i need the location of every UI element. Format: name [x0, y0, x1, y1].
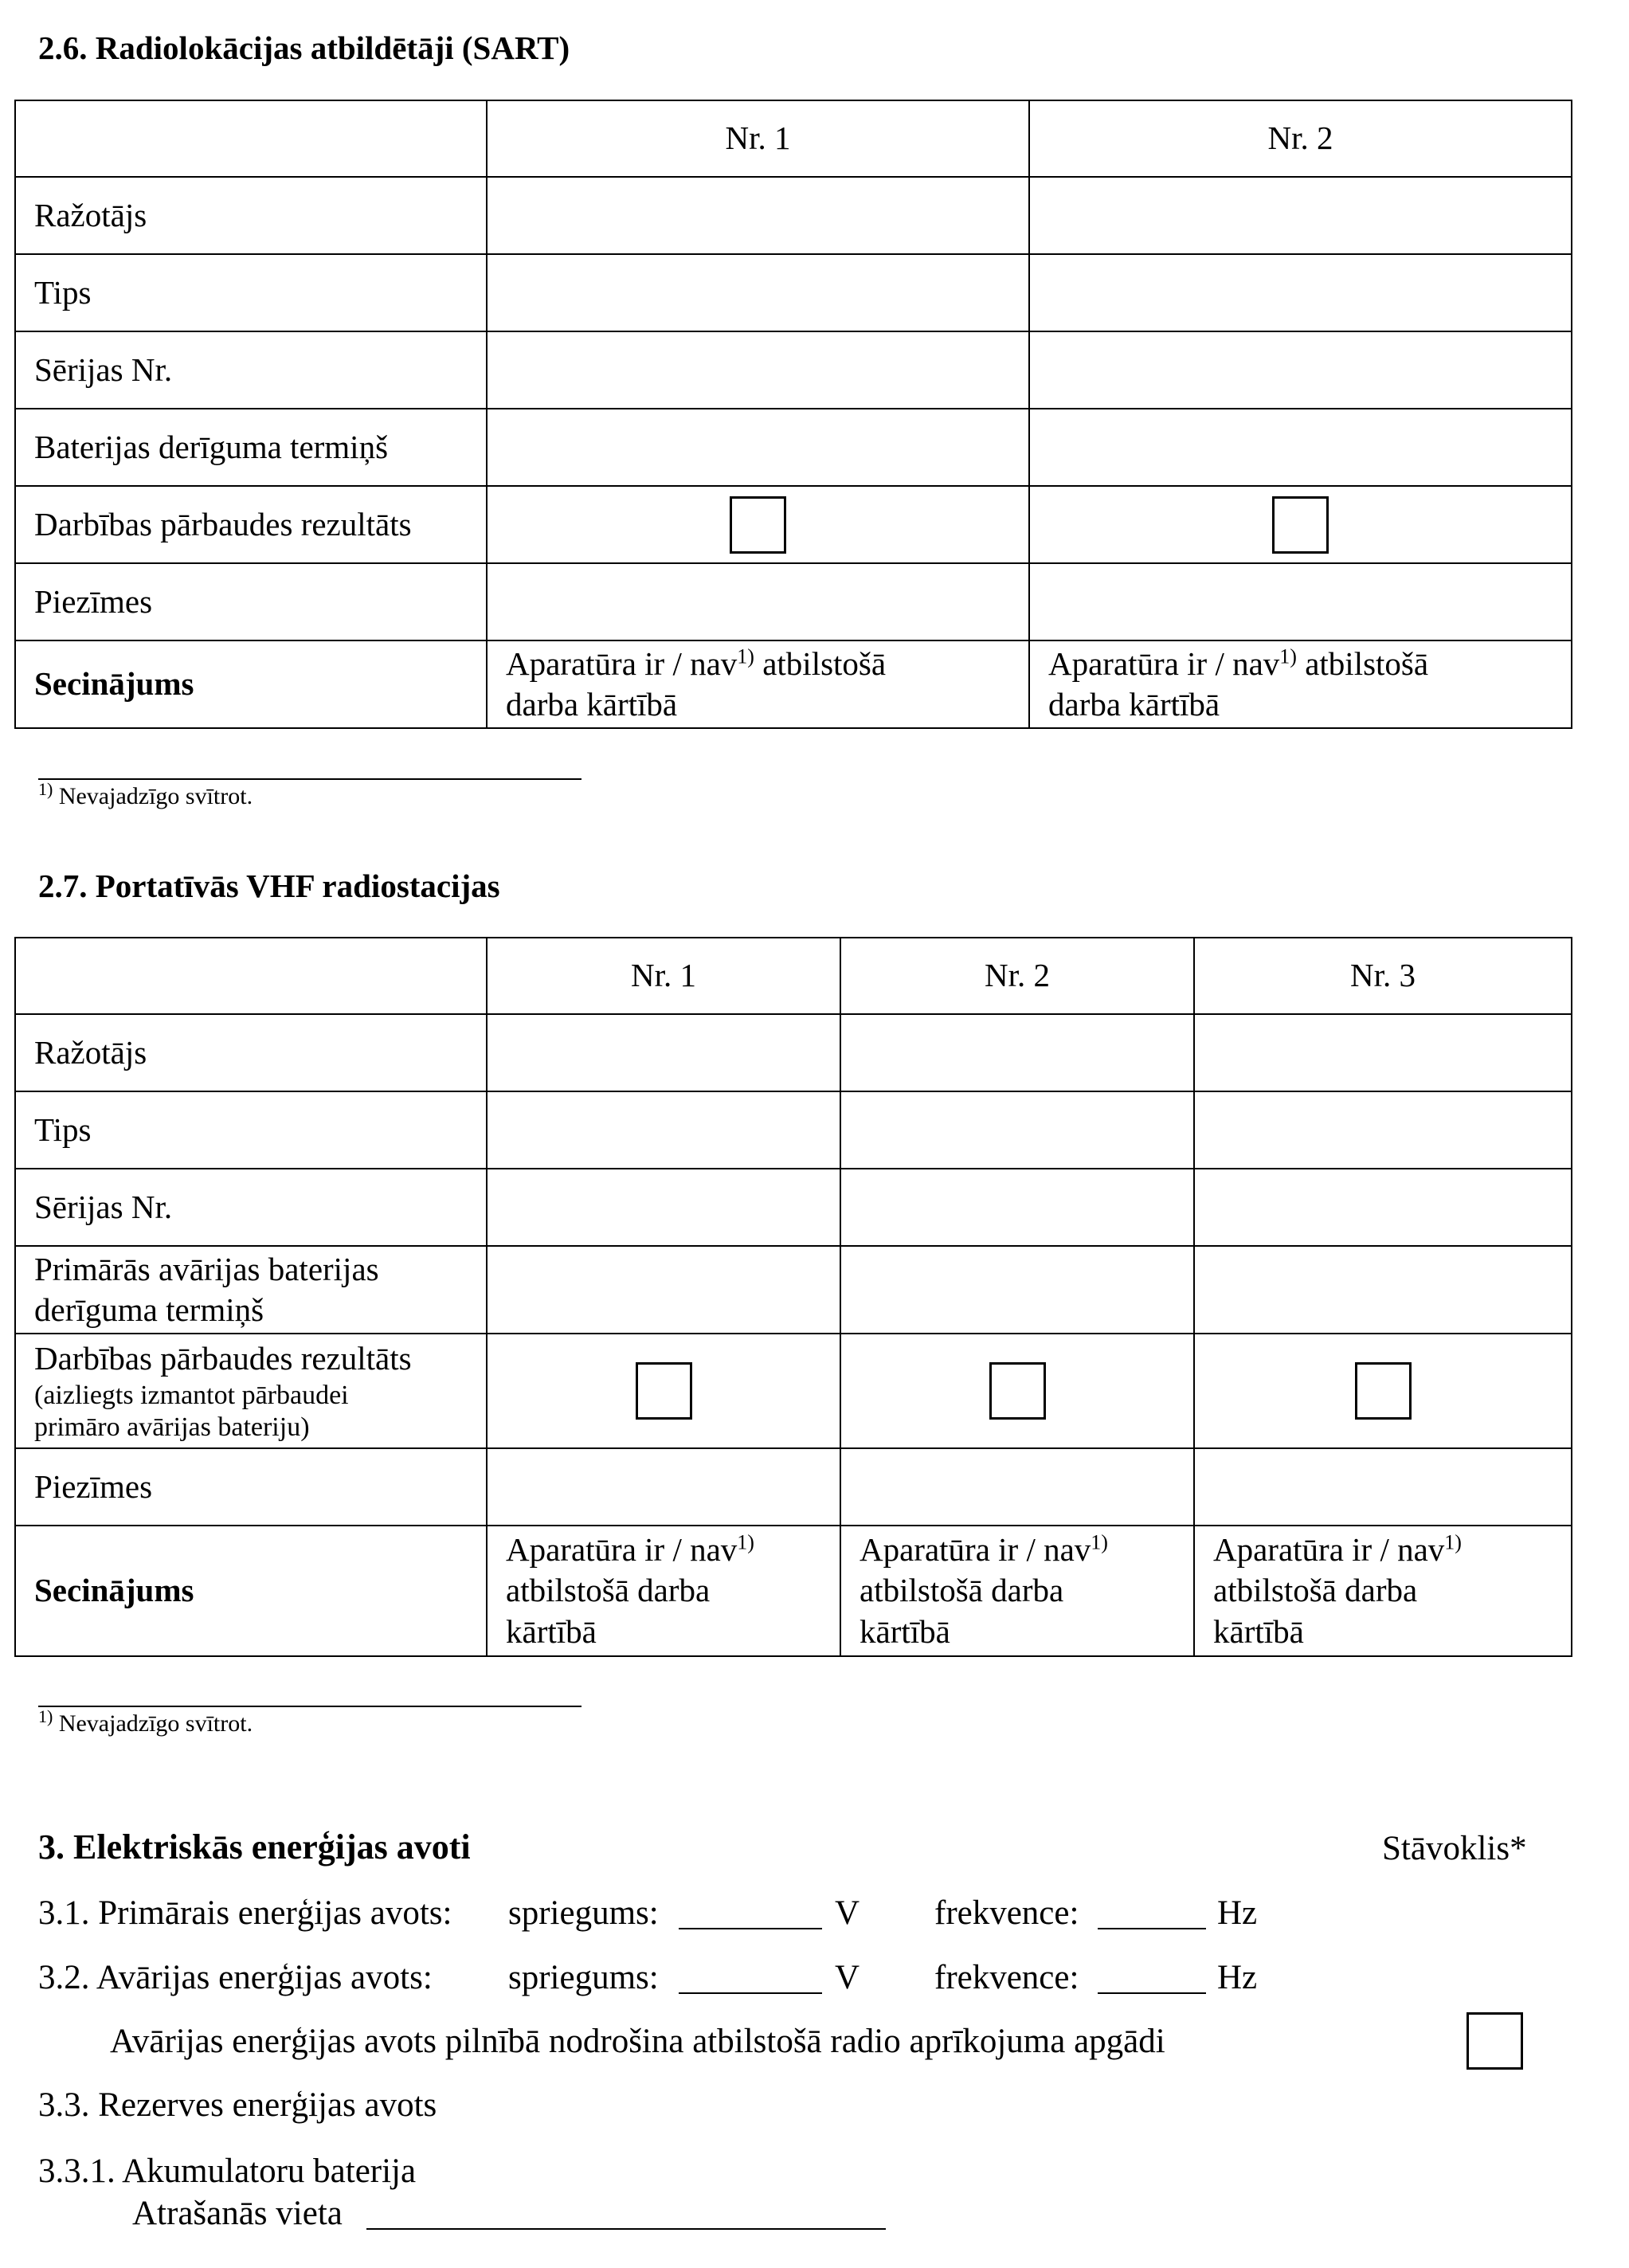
input-cell[interactable]: [487, 177, 1029, 254]
conclusion-text: kārtībā: [506, 1612, 597, 1650]
emergency-voltage-label: spriegums:: [508, 1959, 659, 1996]
row-label-type: Tips: [15, 254, 487, 331]
conclusion-text: atbilstošā: [754, 644, 887, 682]
emergency-frequency-field[interactable]: [1098, 1964, 1206, 1994]
footnote: [38, 1706, 253, 1737]
emergency-supply-checkbox[interactable]: [1466, 2012, 1523, 2070]
state-header: Stāvoklis*: [1382, 1830, 1527, 1867]
footnote: [38, 779, 253, 809]
footnote-divider: [38, 1706, 582, 1707]
conclusion-cell: [487, 640, 1029, 728]
footnote-mark: 1): [737, 644, 754, 668]
input-cell[interactable]: [1029, 563, 1572, 640]
location-label: Atrašanās vieta: [132, 2195, 343, 2232]
footnote-mark: 1): [38, 1706, 53, 1726]
row-label-test-result: Darbības pārbaudes rezultāts: [15, 486, 487, 563]
emergency-voltage-field[interactable]: [679, 1964, 822, 1994]
column-header: Nr. 2: [1029, 100, 1572, 177]
conclusion-cell: [487, 1526, 840, 1656]
input-cell[interactable]: [1194, 1091, 1572, 1169]
row-label-conclusion: Secinājums: [15, 1526, 487, 1656]
footnote-mark: 1): [1091, 1530, 1108, 1554]
emergency-supply-note: Avārijas enerģijas avots pilnībā nodrošina atbilstošā radio aprīkojuma apgādi: [110, 2023, 1165, 2060]
input-cell[interactable]: [1194, 1169, 1572, 1246]
conclusion-text: atbilstošā darba: [860, 1572, 1064, 1609]
footnote-text: Nevajadzīgo svītrot.: [53, 1710, 253, 1737]
conclusion-text: atbilstošā: [1296, 644, 1429, 682]
column-header: Nr. 1: [487, 938, 840, 1014]
test-result-checkbox[interactable]: [730, 496, 786, 554]
conclusion-text: Aparatūra ir / nav: [1213, 1531, 1445, 1569]
conclusion-text: darba kārtībā: [1048, 686, 1220, 723]
row-label-conclusion: Secinājums: [15, 640, 487, 728]
test-result-checkbox[interactable]: [1355, 1362, 1412, 1420]
input-cell[interactable]: [487, 1014, 840, 1091]
conclusion-text: atbilstošā darba: [506, 1572, 711, 1609]
row-label-notes: Piezīmes: [15, 1448, 487, 1526]
primary-frequency-label: frekvence:: [934, 1894, 1079, 1932]
row-label-manufacturer: Ražotājs: [15, 1014, 487, 1091]
conclusion-text: Aparatūra ir / nav: [506, 1531, 738, 1569]
row-label-line: Primārās avārijas baterijas: [34, 1250, 379, 1287]
empty-header-cell: [15, 938, 487, 1014]
emergency-frequency-unit: Hz: [1217, 1959, 1258, 1996]
footnote-mark: 1): [1279, 644, 1297, 668]
empty-header-cell: [15, 100, 487, 177]
input-cell[interactable]: [1029, 177, 1572, 254]
conclusion-text: kārtībā: [1213, 1612, 1304, 1650]
footnote-mark: 1): [38, 779, 53, 799]
checkbox-cell: [1194, 1334, 1572, 1448]
section-3-title: 3. Elektriskās enerģijas avoti: [38, 1827, 471, 1866]
checkbox-cell: [487, 486, 1029, 563]
input-cell[interactable]: [1194, 1014, 1572, 1091]
input-cell[interactable]: [487, 254, 1029, 331]
conclusion-text: kārtībā: [860, 1612, 950, 1650]
primary-voltage-unit: V: [835, 1894, 860, 1932]
input-cell[interactable]: [1194, 1246, 1572, 1334]
footnote-text: Nevajadzīgo svītrot.: [53, 783, 253, 809]
input-cell[interactable]: [1194, 1448, 1572, 1526]
test-result-checkbox[interactable]: [989, 1362, 1046, 1420]
test-result-checkbox[interactable]: [636, 1362, 692, 1420]
input-cell[interactable]: [840, 1448, 1194, 1526]
input-cell[interactable]: [1029, 254, 1572, 331]
test-result-checkbox[interactable]: [1272, 496, 1329, 554]
input-cell[interactable]: [487, 1448, 840, 1526]
conclusion-text: Aparatūra ir / nav: [860, 1531, 1091, 1569]
row-label-line: Darbības pārbaudes rezultāts: [34, 1340, 412, 1377]
row-label-serial: Sērijas Nr.: [15, 1169, 487, 1246]
emergency-frequency-label: frekvence:: [934, 1959, 1079, 1996]
column-header: Nr. 2: [840, 938, 1194, 1014]
input-cell[interactable]: [487, 409, 1029, 486]
emergency-voltage-unit: V: [835, 1959, 860, 1996]
conclusion-text: darba kārtībā: [506, 686, 678, 723]
conclusion-text: Aparatūra ir / nav: [1048, 644, 1280, 682]
primary-voltage-label: spriegums:: [508, 1894, 659, 1932]
conclusion-cell: [840, 1526, 1194, 1656]
input-cell[interactable]: [487, 563, 1029, 640]
input-cell[interactable]: [840, 1014, 1194, 1091]
input-cell[interactable]: [487, 1091, 840, 1169]
checkbox-cell: [840, 1334, 1194, 1448]
section-2-7-title: 2.7. Portatīvās VHF radiostacijas: [38, 868, 500, 904]
input-cell[interactable]: [487, 1246, 840, 1334]
row-label-note: (aizliegts izmantot pārbaudei: [34, 1380, 349, 1410]
input-cell[interactable]: [840, 1169, 1194, 1246]
conclusion-cell: [1194, 1526, 1572, 1656]
row-label-note: primāro avārijas bateriju): [34, 1412, 310, 1442]
row-label-battery-expiry: Baterijas derīguma termiņš: [15, 409, 487, 486]
conclusion-text: atbilstošā darba: [1213, 1572, 1418, 1609]
emergency-source-label: 3.2. Avārijas enerģijas avots:: [38, 1959, 433, 1996]
row-label-manufacturer: Ražotājs: [15, 177, 487, 254]
checkbox-cell: [487, 1334, 840, 1448]
battery-label: 3.3.1. Akumulatoru baterija: [38, 2152, 417, 2190]
primary-voltage-field[interactable]: [679, 1899, 822, 1929]
input-cell[interactable]: [840, 1091, 1194, 1169]
row-label-line: derīguma termiņš: [34, 1291, 264, 1328]
footnote-mark: 1): [1444, 1530, 1462, 1554]
primary-frequency-unit: Hz: [1217, 1894, 1258, 1932]
reserve-source-label: 3.3. Rezerves enerģijas avots: [38, 2086, 437, 2124]
conclusion-text: Aparatūra ir / nav: [506, 644, 738, 682]
primary-source-label: 3.1. Primārais enerģijas avots:: [38, 1894, 452, 1932]
input-cell[interactable]: [487, 1169, 840, 1246]
vhf-table: [14, 937, 1572, 1657]
input-cell[interactable]: [487, 331, 1029, 409]
location-field[interactable]: [366, 2199, 886, 2230]
footnote-divider: [38, 778, 582, 780]
checkbox-cell: [1029, 486, 1572, 563]
input-cell[interactable]: [840, 1246, 1194, 1334]
row-label-type: Tips: [15, 1091, 487, 1169]
section-2-6-title: 2.6. Radiolokācijas atbildētāji (SART): [38, 29, 570, 66]
primary-frequency-field[interactable]: [1098, 1899, 1206, 1929]
row-label-notes: Piezīmes: [15, 563, 487, 640]
conclusion-cell: [1029, 640, 1572, 728]
column-header: Nr. 3: [1194, 938, 1572, 1014]
row-label-battery-expiry: [15, 1246, 487, 1334]
input-cell[interactable]: [1029, 409, 1572, 486]
sart-table: [14, 100, 1572, 729]
footnote-mark: 1): [737, 1530, 754, 1554]
row-label-test-result: [15, 1334, 487, 1448]
column-header: Nr. 1: [487, 100, 1029, 177]
input-cell[interactable]: [1029, 331, 1572, 409]
row-label-serial: Sērijas Nr.: [15, 331, 487, 409]
